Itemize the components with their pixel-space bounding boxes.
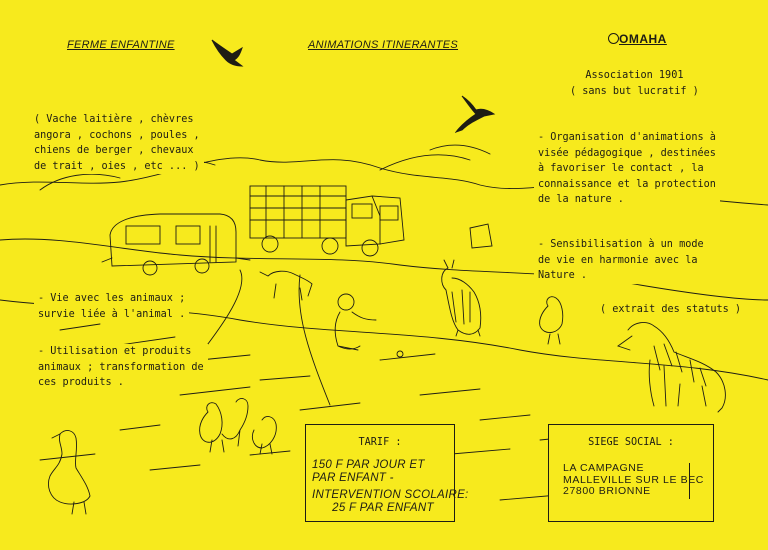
siege-social-box [548, 424, 714, 522]
organisation-animations: - Organisation d'animations à visée pédagogique , destinées à favoriser le contact , la connaissance et la protection de la nature . [534, 130, 720, 208]
sensibilisation: - Sensibilisation à un mode de vie en harmonie avec la Nature . [534, 237, 708, 284]
vie-avec-animaux: - Vie avec les animaux ; survie liée à l'animal . [34, 291, 189, 322]
goose-drawing [48, 431, 90, 514]
tarif-intervention-scolaire: INTERVENTION SCOLAIRE: 25 F PAR ENFANT [312, 488, 469, 514]
tarif-box [305, 424, 469, 522]
animals-list: ( Vache laitière , chèvres angora , cochons , poules , chiens de berger , chevaux de trait , oies , etc ... ) [30, 112, 204, 174]
utilisation-produits: - Utilisation et produits animaux ; transformation de ces produits . [34, 344, 208, 391]
logo-omaha [608, 32, 667, 46]
address-divider [689, 463, 691, 499]
caravan-drawing [102, 214, 250, 275]
header-ferme-enfantine: FERME ENFANTINE [67, 39, 175, 51]
extrait-des-statuts: ( extrait des statuts ) [596, 302, 745, 318]
chicken-right-drawing [540, 297, 563, 344]
siege-title: SIEGE SOCIAL : [588, 437, 674, 448]
association-1901: Association 1901 ( sans but lucratif ) [566, 68, 703, 99]
siege-address: LA CAMPAGNE MALLEVILLE SUR LE BEC 27800 BRIONNE [563, 462, 704, 497]
swallow-bird-drawing [212, 40, 494, 132]
tarif-title: TARIF : [358, 437, 402, 448]
collie-dog-drawing [618, 323, 725, 412]
small-dog-drawing [260, 271, 312, 300]
child-drawing [335, 294, 376, 350]
logo-omaha-text: OMAHA [619, 32, 667, 46]
logo-circle-icon [608, 33, 619, 44]
tarif-price-per-day: 150 F PAR JOUR ET PAR ENFANT - [312, 458, 425, 484]
chickens-drawing [200, 399, 277, 454]
truck-drawing [250, 186, 404, 256]
header-animations-itinerantes: ANIMATIONS ITINERANTES [308, 39, 459, 51]
